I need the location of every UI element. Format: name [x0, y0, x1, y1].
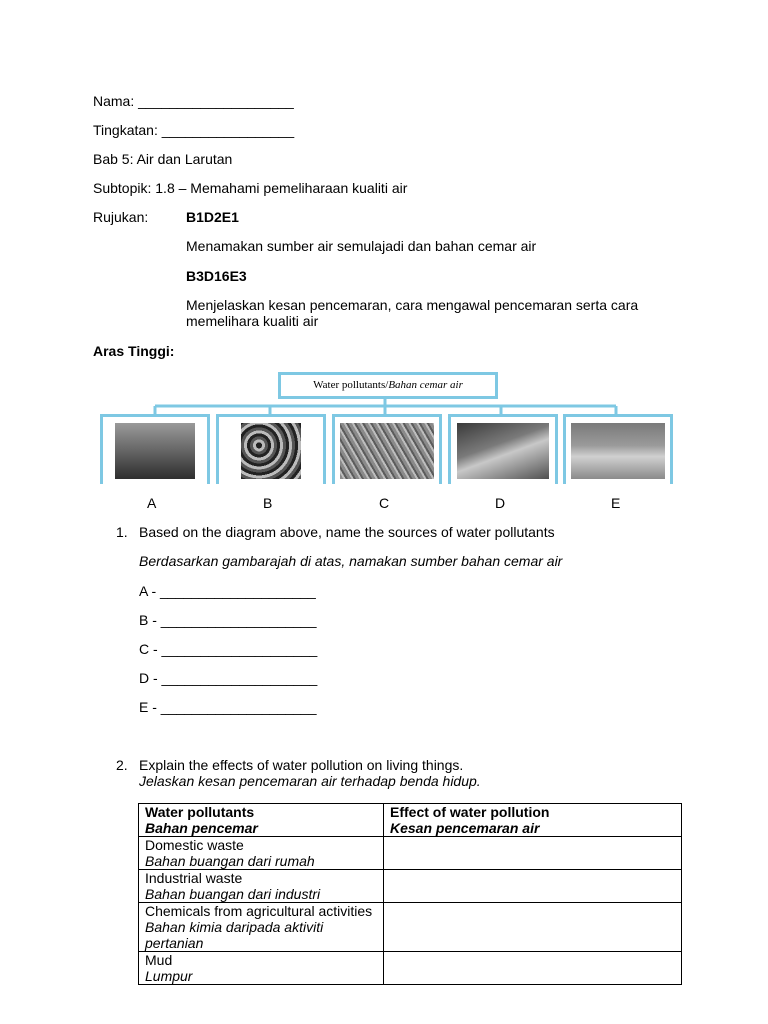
header-pollutants — [139, 804, 384, 837]
q1-answer-a: A - ____________________ — [139, 583, 316, 599]
farm-spraying-photo — [340, 423, 434, 479]
muddy-river-photo — [457, 423, 549, 479]
effect-answer-cell[interactable] — [384, 952, 682, 985]
q1-text-ms: Berdasarkan gambarajah di atas, namakan sumber bahan cemar air — [139, 553, 563, 569]
header-effect-en: Effect of water pollution — [390, 804, 550, 820]
tingkatan-field: Tingkatan: _________________ — [93, 122, 295, 138]
q1-answer-d: D - ____________________ — [139, 670, 318, 686]
diagram-letter-b: B — [263, 495, 273, 511]
header-pollutants-en: Water pollutants — [145, 804, 255, 820]
q1-number: 1. — [116, 524, 128, 540]
table-header-row — [139, 804, 682, 837]
rujukan-label: Rujukan: — [93, 209, 149, 225]
table-row — [139, 952, 682, 985]
table-row — [139, 903, 682, 952]
bab-text: Bab 5: Air dan Larutan — [93, 151, 233, 167]
pollutant-en: Industrial waste — [145, 870, 243, 886]
effect-answer-cell[interactable] — [384, 837, 682, 870]
diagram-title-en: Water pollutants/ — [313, 379, 389, 391]
pollution-effects-table — [138, 803, 682, 985]
diagram-letter-d: D — [495, 495, 506, 511]
pollutant-ms: Bahan kimia daripada aktiviti pertanian — [145, 919, 324, 951]
q1-answer-b: B - ____________________ — [139, 612, 317, 628]
diagram-letter-e: E — [611, 495, 621, 511]
oil-ship-photo — [571, 423, 665, 479]
code-b1d2e1: B1D2E1 — [186, 209, 239, 225]
q2-text-en: Explain the effects of water pollution on living things. — [139, 757, 464, 773]
header-pollutants-ms: Bahan pencemar — [145, 820, 258, 836]
pollutant-en: Mud — [145, 952, 173, 968]
pollutant-ms: Lumpur — [145, 968, 193, 984]
diagram-letter-a: A — [147, 495, 157, 511]
diagram-letter-c: C — [379, 495, 390, 511]
water-pollutants-diagram — [100, 370, 672, 485]
photo-box-b — [216, 414, 326, 484]
pollutant-cell — [139, 903, 384, 952]
aras-tinggi-heading: Aras Tinggi: — [93, 343, 175, 359]
desc-b3d16e3-line2: memelihara kualiti air — [186, 313, 319, 329]
table-row — [139, 837, 682, 870]
q2-text-ms: Jelaskan kesan pencemaran air terhadap benda hidup. — [139, 773, 481, 789]
pollutant-ms: Bahan buangan dari industri — [145, 886, 321, 902]
q2-number: 2. — [116, 757, 128, 773]
q1-answer-c: C - ____________________ — [139, 641, 318, 657]
garbage-photo — [241, 423, 301, 479]
diagram-title-box — [278, 372, 498, 399]
header-effect-ms: Kesan pencemaran air — [390, 820, 540, 836]
diagram-title-ms: Bahan cemar air — [388, 379, 463, 391]
desc-b1d2e1: Menamakan sumber air semulajadi dan bahan cemar air — [186, 238, 537, 254]
table-row — [139, 870, 682, 903]
pollutant-cell — [139, 952, 384, 985]
pollutant-cell — [139, 870, 384, 903]
q1-text-en: Based on the diagram above, name the sources of water pollutants — [139, 524, 555, 540]
effect-answer-cell[interactable] — [384, 870, 682, 903]
photo-box-e — [563, 414, 673, 484]
factory-smoke-photo — [115, 423, 195, 479]
subtopik-text: Subtopik: 1.8 – Memahami pemeliharaan kualiti air — [93, 180, 408, 196]
header-effect — [384, 804, 682, 837]
desc-b3d16e3-line1: Menjelaskan kesan pencemaran, cara mengawal pencemaran serta cara — [186, 297, 639, 313]
code-b3d16e3: B3D16E3 — [186, 268, 247, 284]
photo-box-a — [100, 414, 210, 484]
nama-field: Nama: ____________________ — [93, 93, 294, 109]
effect-answer-cell[interactable] — [384, 903, 682, 952]
desc-b3d16e3 — [186, 297, 638, 329]
pollutant-cell — [139, 837, 384, 870]
pollutant-ms: Bahan buangan dari rumah — [145, 853, 315, 869]
pollutant-en: Chemicals from agricultural activities — [145, 903, 373, 919]
pollutant-en: Domestic waste — [145, 837, 244, 853]
photo-box-c — [332, 414, 442, 484]
photo-box-d — [448, 414, 558, 484]
q1-answer-e: E - ____________________ — [139, 699, 317, 715]
